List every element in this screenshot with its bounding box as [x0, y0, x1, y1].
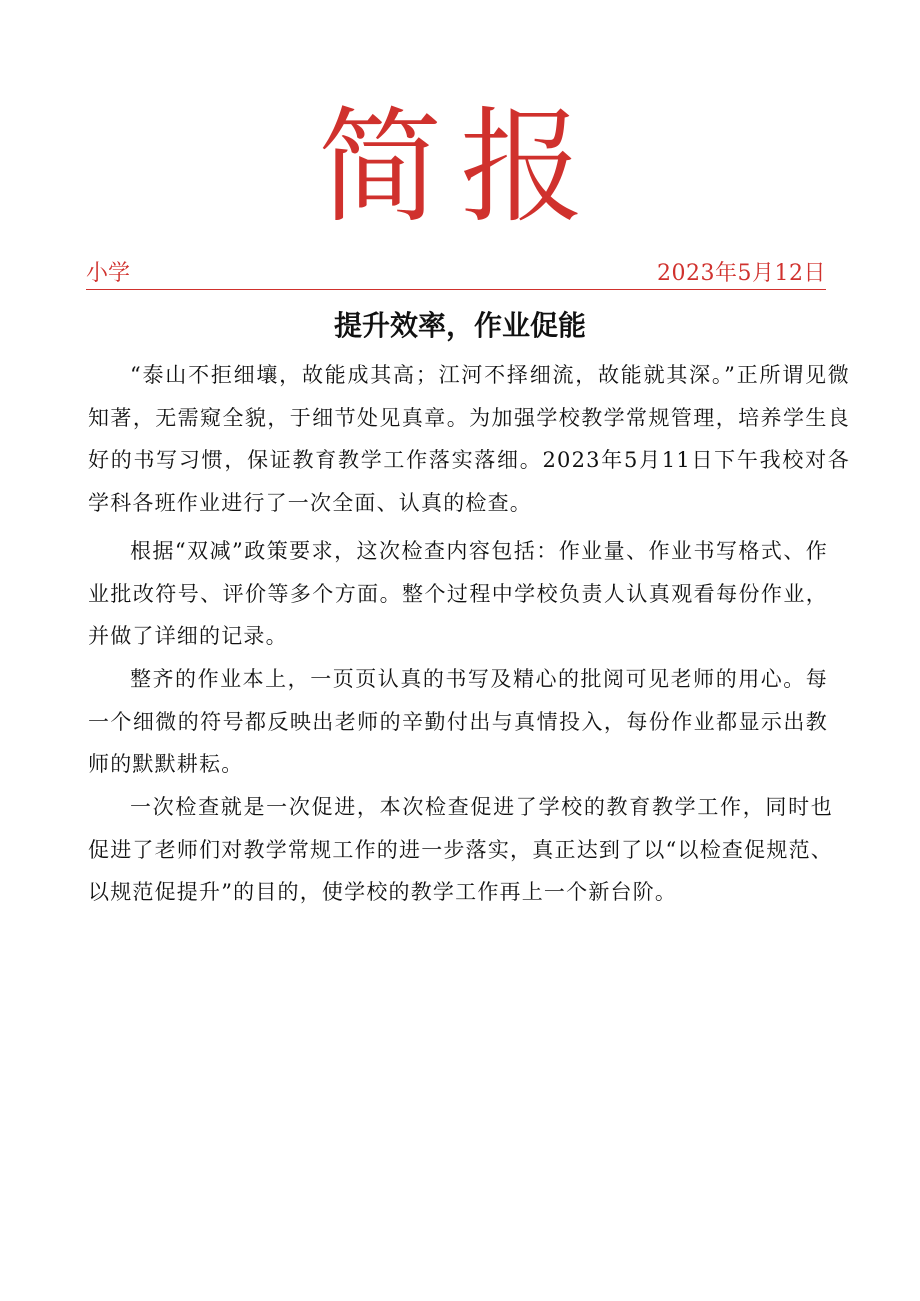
masthead-title: 简报: [317, 96, 602, 240]
article-paragraph: 根据“双减”政策要求，这次检查内容包括：作业量、作业书写格式、作业批改符号、评价等多个方面。整个过程中学校负责人认真观看每份作业，并做了详细的记录。: [88, 539, 828, 648]
article-paragraph: 整齐的作业本上，一页页认真的书写及精心的批阅可见老师的用心。每一个细微的符号都反映出老师的辛勤付出与真情投入，每份作业都显示出教师的默默耕耘。: [88, 667, 828, 776]
article-paragraph: 一次检查就是一次促进，本次检查促进了学校的教育教学工作，同时也促进了老师们对教学常规工作的进一步落实，真正达到了以“以检查促规范、以规范促提升”的目的，使学校的教学工作再上一个新台阶。: [88, 795, 833, 904]
article-headline: 提升效率，作业促能: [333, 309, 586, 342]
issue-date: 2023年5月12日: [657, 261, 826, 286]
article-paragraph: “泰山不拒细壤，故能成其高；江河不择细流，故能就其深。”正所谓见微知著，无需窥全貌，于细节处见真章。为加强学校教学常规管理，培养学生良好的书写习惯，保证教育教学工作落实落细。2023年5月11日下午我校对各学科各班作业进行了一次全面、认真的检查。: [88, 363, 850, 515]
info-row: [86, 258, 826, 290]
school-name: 小学: [86, 261, 131, 286]
red-divider: [86, 289, 826, 290]
